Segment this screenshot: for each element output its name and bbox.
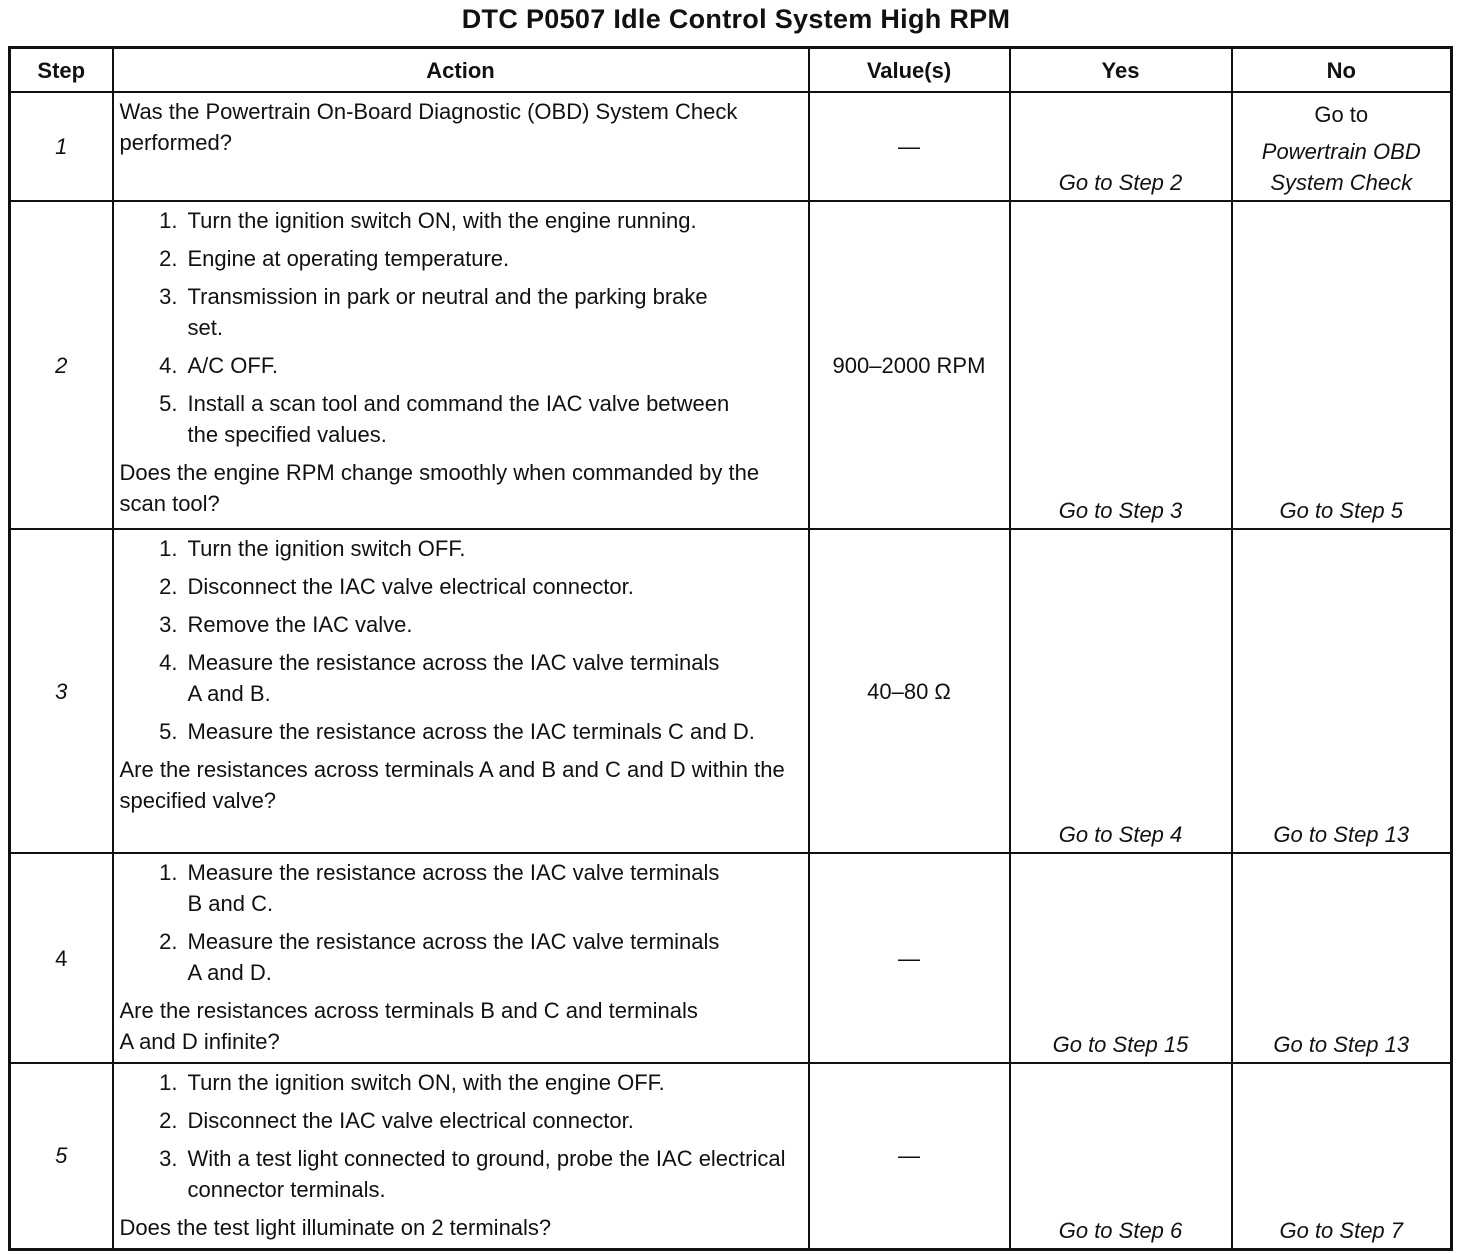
table-row [10, 92, 1452, 201]
list-item: 1. Turn the ignition switch OFF. [159, 536, 466, 561]
action-question: Was the Powertrain On-Board Diagnostic (OBD) System Check performed? [119, 99, 738, 155]
yes-link[interactable]: Go to Step 15 [1010, 853, 1232, 1063]
diagnostic-table [8, 46, 1453, 1251]
list-item: 5. Install a scan tool and command the IAC valve between the specified values. [159, 391, 730, 447]
list-item: 2. Measure the resistance across the IAC valve terminals A and D. [159, 929, 720, 985]
list-item: 4. Measure the resistance across the IAC valve terminals A and B. [159, 650, 720, 706]
value-cell: — [809, 1063, 1010, 1249]
no-link[interactable]: Powertrain OBD System Check [1261, 139, 1421, 195]
table-row [10, 529, 1452, 853]
list-item: 1. Turn the ignition switch ON, with the engine OFF. [159, 1070, 665, 1095]
value-cell: 40–80 Ω [809, 529, 1010, 853]
value-cell: 900–2000 RPM [809, 201, 1010, 529]
list-item: 1. Measure the resistance across the IAC valve terminals B and C. [159, 860, 720, 916]
header-step: Step [10, 48, 113, 93]
table-row [10, 1063, 1452, 1249]
list-item: 1. Turn the ignition switch ON, with the engine running. [159, 208, 697, 233]
action-cell [113, 853, 809, 1063]
page-title: DTC P0507 Idle Control System High RPM [461, 4, 1011, 34]
header-row [10, 48, 1452, 93]
yes-link[interactable]: Go to Step 3 [1010, 201, 1232, 529]
no-link[interactable]: Go to Step 13 [1232, 529, 1452, 853]
action-question: Does the engine RPM change smoothly when commanded by the scan tool? [119, 460, 760, 516]
yes-link[interactable]: Go to Step 2 [1010, 92, 1232, 201]
header-yes: Yes [1010, 48, 1232, 93]
value-cell: — [809, 92, 1010, 201]
header-values: Value(s) [809, 48, 1010, 93]
table-row [10, 201, 1452, 529]
step-number: 4 [10, 853, 113, 1063]
list-item: 2. Disconnect the IAC valve electrical connector. [159, 1108, 634, 1133]
list-item: 3. Remove the IAC valve. [159, 612, 413, 637]
no-link[interactable]: Go to Step 5 [1232, 201, 1452, 529]
yes-link[interactable]: Go to Step 6 [1010, 1063, 1232, 1249]
no-prefix: Go to [1314, 102, 1369, 127]
action-cell [113, 92, 809, 201]
action-question: Does the test light illuminate on 2 terminals? [119, 1215, 552, 1240]
list-item: 4. A/C OFF. [159, 353, 278, 378]
list-item: 3. With a test light connected to ground, probe the IAC electrical connector terminals. [159, 1146, 786, 1202]
action-cell [113, 529, 809, 853]
action-steps [120, 205, 800, 450]
action-cell [113, 1063, 809, 1249]
list-item: 5. Measure the resistance across the IAC terminals C and D. [159, 719, 755, 744]
action-question: Are the resistances across terminals B and C and terminals A and D infinite? [119, 998, 698, 1054]
header-no: No [1232, 48, 1452, 93]
step-number: 5 [10, 1063, 113, 1249]
list-item: 3. Transmission in park or neutral and the parking brake set. [159, 284, 708, 340]
action-cell [113, 201, 809, 529]
action-steps [120, 1067, 800, 1205]
no-cell [1232, 92, 1452, 201]
header-action: Action [113, 48, 809, 93]
yes-link[interactable]: Go to Step 4 [1010, 529, 1232, 853]
table-row [10, 853, 1452, 1063]
step-number: 3 [10, 529, 113, 853]
step-number: 1 [10, 92, 113, 201]
value-cell: — [809, 853, 1010, 1063]
list-item: 2. Engine at operating temperature. [159, 246, 510, 271]
no-link[interactable]: Go to Step 13 [1232, 853, 1452, 1063]
action-question: Are the resistances across terminals A and B and C and D within the specified valve? [119, 757, 785, 813]
action-steps [120, 857, 800, 988]
list-item: 2. Disconnect the IAC valve electrical connector. [159, 574, 634, 599]
no-link[interactable]: Go to Step 7 [1232, 1063, 1452, 1249]
action-steps [120, 533, 800, 747]
step-number: 2 [10, 201, 113, 529]
